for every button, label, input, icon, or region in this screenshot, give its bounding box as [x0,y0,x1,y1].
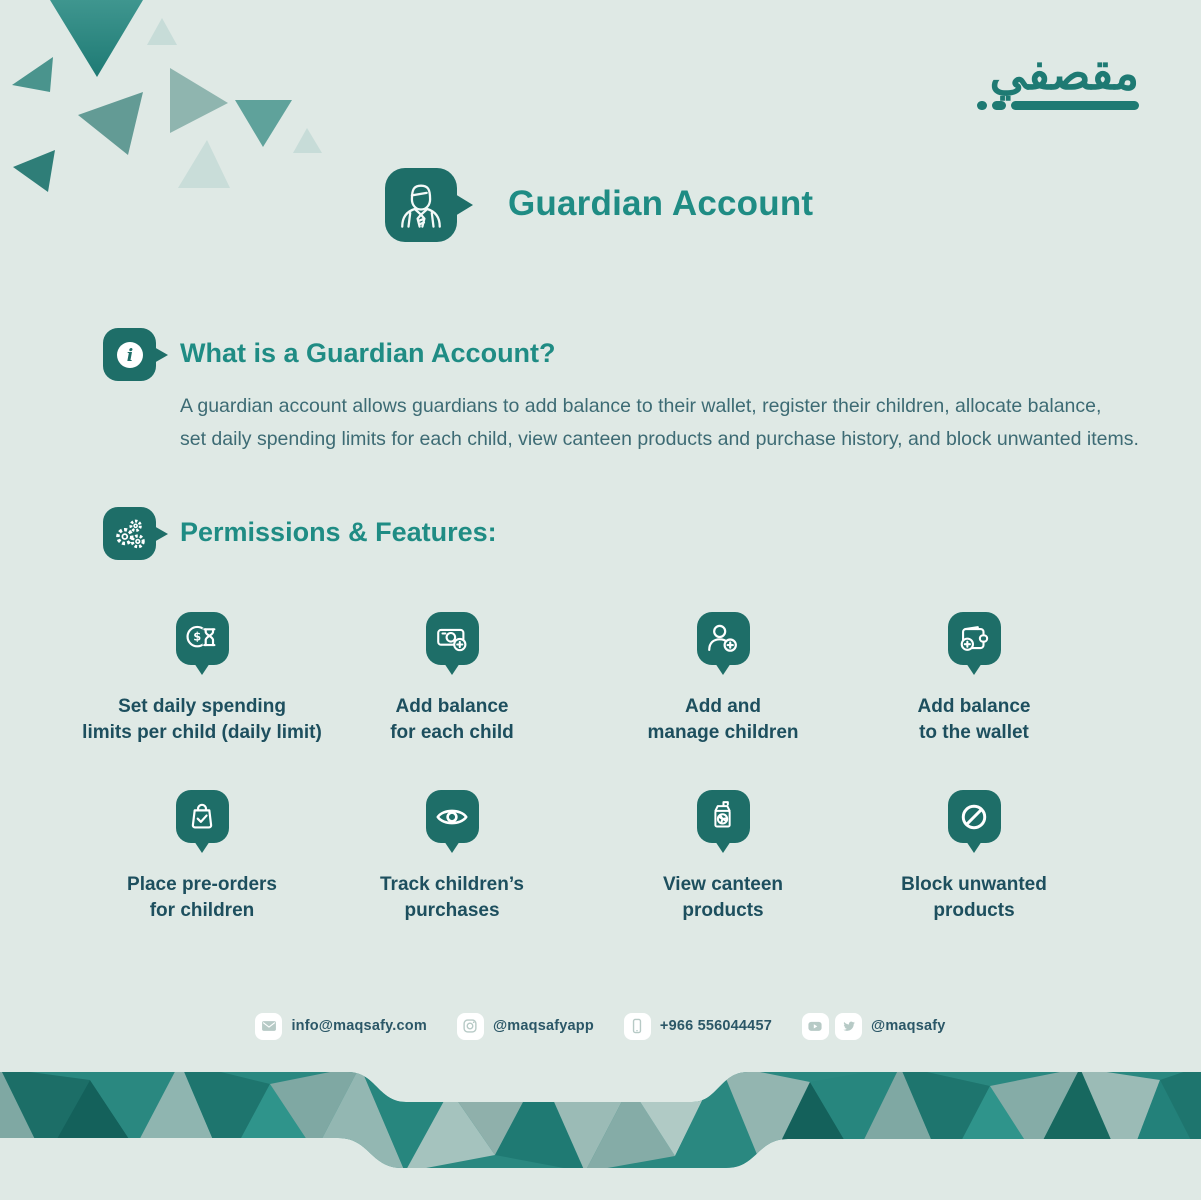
about-heading: What is a Guardian Account? [180,338,556,368]
brand-logo-text: مقصفي [989,47,1139,99]
gears-bubble [103,507,156,560]
email-icon [255,1013,282,1040]
feature-label [380,872,524,924]
logo-bar [1011,101,1139,110]
juice-box-icon [704,798,742,836]
feature-label-line2: for children [149,900,255,921]
footer-instagram [457,1013,594,1040]
feature-label [82,694,322,746]
footer-email [255,1013,427,1040]
permissions-heading: Permissions & Features: [180,517,497,547]
feature-label-line1: Place pre-orders [127,874,277,895]
page-title: Guardian Account [508,184,814,223]
feature-label-line1: Set daily spending [118,696,286,717]
feature-track-purchases [302,790,602,924]
brand-logo [977,48,1139,110]
track-purchases-bubble [426,790,479,843]
add-balance-bubble [426,612,479,665]
logo-dot [992,101,1006,110]
footer-instagram-text: @maqsafyapp [492,1018,594,1034]
lowpoly-band-decoration [0,1060,1201,1200]
about-paragraph-line1: A guardian account allows guardians to add balance to their wallet, register their children, allocate balance, [180,395,1102,417]
phone-icon [624,1013,651,1040]
feature-label-line1: Block unwanted [901,874,1047,895]
youtube-icon [802,1013,829,1040]
feature-label-line2: manage children [647,722,799,743]
social-icons [802,1013,862,1040]
feature-label-line2: products [933,900,1015,921]
banknote-plus-icon [433,620,471,658]
feature-label [901,872,1047,924]
contact-footer [0,1008,1201,1044]
feature-label-line2: products [682,900,764,921]
footer-email-text: info@maqsafy.com [291,1018,427,1034]
twitter-icon [835,1013,862,1040]
block-products-bubble [948,790,1001,843]
person-plus-icon [704,620,742,658]
feature-wallet-balance [824,612,1124,746]
feature-label-line2: to the wallet [919,722,1029,743]
footer-social [802,1013,946,1040]
info-icon [115,340,145,370]
gears-icon [111,515,149,553]
logo-dot [977,101,987,110]
manage-children-bubble [697,612,750,665]
corner-triangles-decoration [0,0,340,205]
about-paragraph [180,390,1170,456]
about-paragraph-line2: set daily spending limits for each child, view canteen products and purchase history, and block unwanted items. [180,428,1139,450]
eye-icon [433,798,471,836]
wallet-balance-bubble [948,612,1001,665]
bag-check-icon [183,798,221,836]
feature-label [127,872,277,924]
feature-label-line2: for each child [390,722,514,743]
feature-add-balance-child [302,612,602,746]
brand-logo-underline [977,101,1139,110]
info-bubble [103,328,156,381]
feature-label [918,694,1031,746]
feature-label [390,694,514,746]
block-icon [955,798,993,836]
svg-text:i: i [126,345,133,366]
feature-label-line1: View canteen [662,874,784,895]
feature-block-products [824,790,1124,924]
feature-label-line1: Add and [685,696,761,717]
footer-social-text: @maqsafy [870,1018,946,1034]
canteen-products-bubble [697,790,750,843]
coin-hourglass-icon [183,620,221,658]
feature-label-line1: Add balance [395,696,509,717]
pre-orders-bubble [176,790,229,843]
footer-phone-text: +966 556044457 [659,1018,772,1034]
wallet-plus-icon [955,620,993,658]
guardian-person-icon [396,179,446,231]
feature-label [663,872,783,924]
svg-text:$: $ [193,629,202,644]
footer-phone [624,1013,772,1040]
feature-label-line1: Add balance [917,696,1031,717]
guardian-bubble [385,168,457,242]
instagram-icon [457,1013,484,1040]
feature-label-line1: Track children’s [380,874,524,895]
feature-label-line2: limits per child (daily limit) [82,722,322,743]
feature-label-line2: purchases [404,900,500,921]
daily-limit-bubble [176,612,229,665]
feature-label [648,694,799,746]
